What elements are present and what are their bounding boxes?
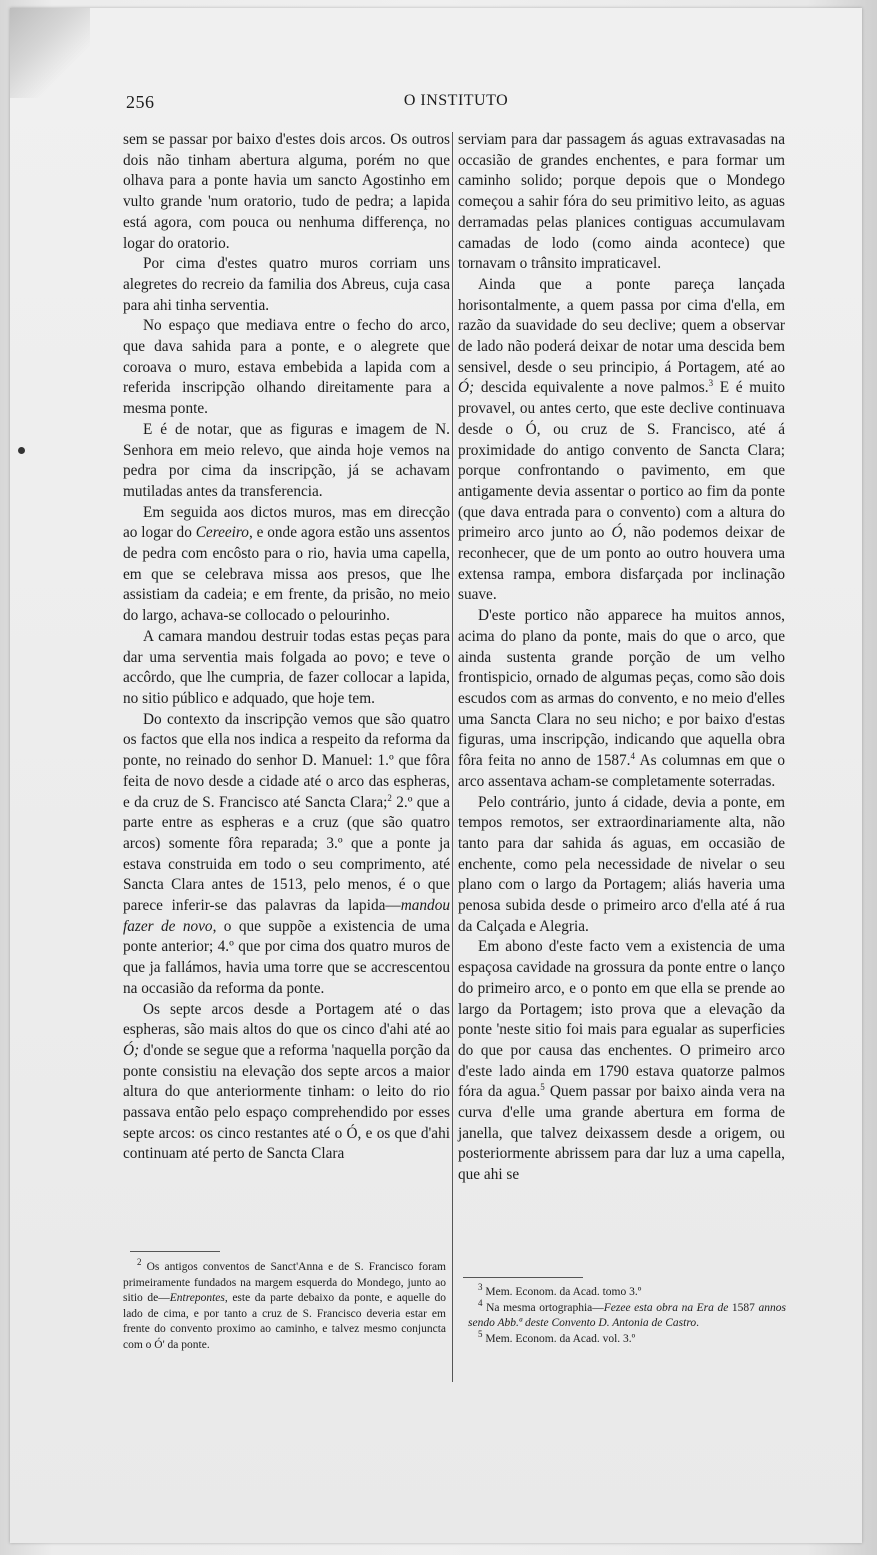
- footnote-ref: 3: [708, 378, 714, 389]
- footnote-ref: 5: [540, 1082, 545, 1093]
- left-column: [123, 130, 450, 1165]
- paragraph: Por cima d'estes quatro muros corriam uns alegretes do recreio da familia dos Abreus, cuja casa para ahi tinha serventia.: [123, 255, 450, 314]
- footnote-3: $^3$ Mem. Econom. da Acad. tomo 3.º: [478, 1282, 642, 1298]
- footnote-ref: 4: [630, 751, 635, 761]
- running-title: O INSTITUTO: [403, 92, 509, 109]
- paragraph: Em seguida aos dictos muros, mas em direcção ao logar do Cereeiro, e onde agora estão uns assentos de pedra com encôsto para o rio, havia uma capella, em que se celebrava missa aos presos, que lhe assistiam da cadeia; e em frente, da prisão, no meio do largo, achava-se collocado o pelourinho.: [123, 503, 450, 625]
- binding-hole: [18, 447, 25, 454]
- footnotes-right: [468, 1282, 786, 1347]
- paragraph: E é de notar, que as figuras e imagem de N. Senhora em meio relevo, que ainda hoje vemos na pedra por cima da inscripção, já se achavam mutiladas antes da transferencia.: [123, 420, 450, 500]
- folded-corner: [10, 8, 90, 98]
- paragraph: serviam para dar passagem ás aguas extravasadas na occasião de grandes enchentes, e para formar um caminho solido; porque depois que o Mondego começou a sahir fóra do seu primitivo leito, as aguas derramadas pelas planices contiguas accumulavam camadas de lodo (como ainda acontece) que tornavam o trânsito impraticavel.: [458, 131, 785, 273]
- footnote-rule-left: [130, 1251, 220, 1252]
- footnote-4: $^4$ Na mesma ortographia—Fezee esta obra na Era de 1587 annos sendo Abb.ª deste Convento D. Antonia de Castro.: [468, 1297, 786, 1330]
- paragraph: A camara mandou destruir todas estas peças para dar uma serventia mais folgada ao povo; e teve o accôrdo, que lhe cumpria, de fazer collocar a lapida, no sitio público e adquado, que hoje tem.: [123, 627, 450, 707]
- footnote-2: $^2$ Os antigos conventos de Sanct'Anna e de S. Francisco foram primeiramente fundados na margem esquerda do Mondego, junto ao sitio de—Entrepontes, este da parte debaixo da ponte, e aquelle do lado de cima, e por tanto a cruz de S. Francisco deveria estar em frente do convento proximo ao caminho, e talvez mesmo conjuncta com o Ó' da ponte.: [123, 1257, 446, 1351]
- paragraph: Do contexto da inscripção vemos que são quatro os factos que ella nos indica a respeito da reforma da ponte, no reinado do senhor D. Manuel: 1.º que fôra feita de novo desde a cidade até o arco das espheras, e da cruz de S. Francisco até Sancta Clara;$^2$ 2.º que a parte entre as espheras e a cruz (que são quatro arcos) somente fôra reparada; 3.º que a ponte ja estava construida em todo o seu comprimento, até Sancta Clara antes de 1513, pelo menos, é o que parece inferir-se das palavras da lapida—mandou fazer de novo, o que suppõe a existencia de uma ponte anterior; 4.º que por cima dos quatro muros de que ja fallámos, havia uma torre que se accrescentou na occasião da reforma da ponte.: [123, 710, 450, 997]
- right-column: [458, 130, 785, 1186]
- paragraph: Em abono d'este facto vem a existencia de uma espaçosa cavidade na grossura da ponte entre o lanço do primeiro arco, e o ponto em que ella se prende ao largo da Portagem; isto prova que a elevação da ponte 'neste sitio foi mais para egualar as superficies do que por causa das enchentes. O primeiro arco d'este lado ainda em 1790 estava quatorze palmos fóra da agua.$^5$ Quem passar por baixo ainda vera na curva d'elle uma grande abertura em forma de janella, que talvez deixassem desde a origem, ou posteriormente abrissem para dar luz a uma capella, que ahi se: [458, 938, 785, 1184]
- paragraph: No espaço que mediava entre o fecho do arco, que dava sahida para a ponte, e o alegrete que coroava o muro, estava embebida a lapida com a referida inscripção olhando direitamente para a mesma ponte.: [123, 317, 450, 418]
- footnote-5: $^5$ Mem. Econom. da Acad. vol. 3.º: [478, 1328, 636, 1345]
- paragraph: sem se passar por baixo d'estes dois arcos. Os outros dois não tinham abertura alguma, porém no que olhava para a ponte havia um sancto Agostinho em vulto grande 'num oratorio, tudo de pedra; a lapida está agora, com pouca ou nenhuma differença, no logar do oratorio.: [123, 131, 450, 252]
- column-divider: [452, 132, 453, 1382]
- footnote-rule-right: [463, 1277, 583, 1278]
- page-header: [126, 92, 786, 116]
- paragraph: Ainda que a ponte pareça lançada horisontalmente, a quem passa por cima d'ella, em razão da suavidade do seu declive; quem a observar de lado não poderá deixar de notar uma descida bem sensivel, desde o seu principio, á Portagem, até ao Ó; descida equivalente a nove palmos.$^3$ E é muito provavel, ou antes certo, que este declive continuava desde o Ó, ou cruz de S. Francisco, até á proximidade do antigo convento de Sancta Clara; porque confrontando o pavimento, em que antigamente devia assentar o portico ao fim da ponte (que dava entrada para o convento) com a altura do primeiro arco junto ao Ó, não podemos deixar de reconhecer, que de um ponto ao outro houvera uma extensa rampa, embora disfarçada por inclinação suave.: [458, 275, 785, 604]
- page-number: 256: [126, 92, 155, 112]
- footnote-ref: 2: [387, 792, 392, 803]
- paragraph: Os septe arcos desde a Portagem até o das espheras, são mais altos do que os cinco d'ahi até ao Ó; d'onde se segue que a reforma 'naquella porção da ponte consistiu na elevação dos septe arcos a maior altura do que anteriormente tinham: o leito do rio passava então pelo espaço comprehendido por esses septe arcos: os cinco restantes até o Ó, e os que d'ahi continuam até perto de Sancta Clara: [123, 1000, 450, 1163]
- paragraph: D'este portico não apparece ha muitos annos, acima do plano da ponte, mais do que o arco, que ainda sustenta grande porção de um velho frontispicio, ornado de algumas peças, como são dois escudos com as armas do convento, e no meio d'elles uma Sancta Clara no seu nicho; e por baixo d'estas figuras, uma inscripção, indicando que aquella obra fôra feita no anno de 1587.$^4$ As columnas em que o arco assentava acham-se completamente soterradas.: [458, 607, 786, 790]
- paragraph: Pelo contrário, junto á cidade, devia a ponte, em tempos remotos, ser extraordinariamente alta, não tanto para dar sahida ás aguas, em occasião de enchente, como pela necessidade de nivelar o seu plano com o largo da Portagem; aliás haveria uma penosa subida desde o primeiro arco d'ella até á rua da Calçada e Alegria.: [458, 793, 785, 935]
- footnotes-left: [123, 1257, 446, 1354]
